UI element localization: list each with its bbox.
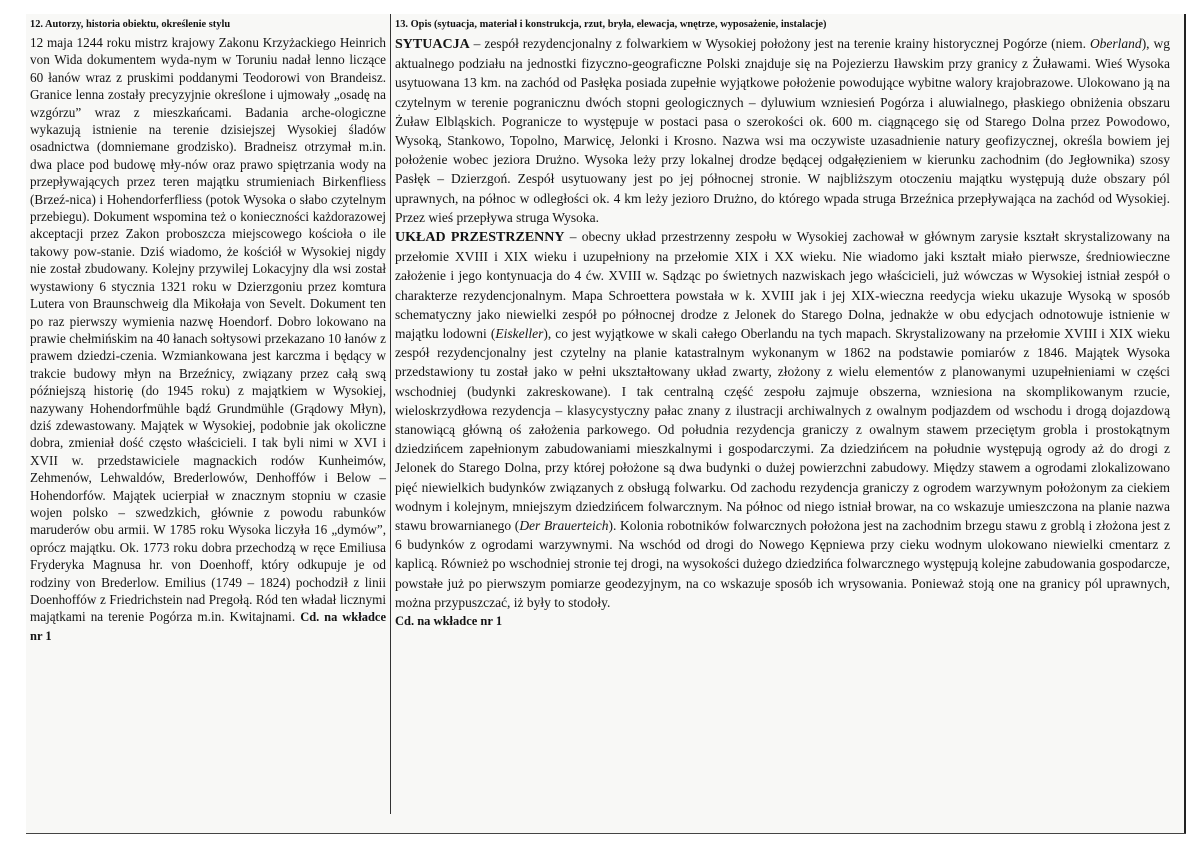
uklad-text-2: ), co jest wyjątkowe w skali całego Oberlandu na tych mapach. Skrystalizowany na przełomie XVIII i XIX wieku zespół rezydencjonalny jest czytelny na planie katastralnym wykonanym w 1862 na podstawie pomiarów z 1846. Majątek Wysoka przedstawiony tu został jako w pełni ukształtowany układ zwarty, złożony z wielu elementów z planowanymi uzupełnieniami w części wschodniej (budynki zakreskowane). I tak centralną część zespołu zajmuje obszerna, wzniesiona na skomplikowanym rzucie, wieloskrzydłowa rezydencja – klasycystyczny pałac znany z ilustracji archiwalnych z owalnym podjazdem od wschodu i drogą dojazdową stanowiącą główną oś założenia parkowego. Od południa rezydencja graniczy z owalnym stawem przeciętym grobla i prostokątnym dziedzińcem zapełnionym zabudowaniami mieszkalnymi i gospodarczymi. Za dziedzińcem na południe występują ogrody aż do drogi z Jelonek do Starego Dolna, przy której położone są dwa budynki o dużej powierzchni zabudowy. Między stawem a ogrodami zlokalizowano pięć niewielkich budynków związanych z obsługą folwarku. Od zachodu rezydencja graniczy z ogrodem warzywnym położonym za ciekiem wodnym i kolejnym, mniejszym dziedzińcem folwarcznym. Na północ od niego istniał browar, na co wskazuje umieszczona na planie nazwa stawu browarnianego ( xyxy=(395,326,1170,534)
description-heading: 13. Opis (sytuacja, materiał i konstrukcja, rzut, bryła, elewacja, wnętrze, wyposażenie, instalacje) xyxy=(395,19,827,30)
sheet-edge-right xyxy=(1184,14,1186,834)
uklad-text-3: ). Kolonia robotników folwarcznych położona jest na zachodnim brzegu stawu z groblą i złożona jest z 6 budynków z ogrodami warzywnymi. Na wschód od drogi do Nowego Kępniewa przy cieku wodnym ulokowano niewielki cmentarz z kaplicą. Również po wschodniej stronie tej drogi, na wysokości dużego dziedzińca folwarcznego występują kolejne zabudowania gospodarcze, powstałe już po pierwszym pomiarze geodezyjnym, na co wskazuje sposób ich wrysowania. Ponieważ stoją one na granicy pól uprawnych, można przypuszczać, iż były to stodoły. xyxy=(395,518,1170,610)
sytuacja-title: SYTUACJA xyxy=(395,37,470,52)
uklad-title: UKŁAD PRZESTRZENNY xyxy=(395,230,565,246)
description-continuation-note: Cd. na wkładce nr 1 xyxy=(395,614,503,629)
history-body: 12 maja 1244 roku mistrz krajowy Zakonu Krzyżackiego Heinrich von Wida dokumentem wyda-nym w Toruniu nadał lenno liczące 60 łanów wraz z pruskimi poddanymi Teodorowi von Brandeisz. Granice lenna zostały precyzyjnie określone i ujmowały „osadę na wzgórzu” wraz z mieszkańcami. Badania arche-ologiczne wykazują istnienie na terenie dzisiejszej Wysokiej śladów osadnictwa (domniemane grodzisko). Bradneisz otrzymał m.in. dwa place pod budowę mły-nów oraz prawo spiętrzania wody na przepływających przez teren majątku strumieniach Birkenfliess (Brzeź-nica) i Hohendorferfliess (potok Wysoka o słabo czytelnym przebiegu). Dokument wspomina też o konieczności każdorazowej akceptacji przez Zakon proboszcza miejscowego kościoła o ile takowy pow-stanie. Dziś wiadomo, że kościół w Wysokiej nigdy nie został zbudowany. Kolejny przywilej Lokacyjny dla wsi został wystawiony 6 stycznia 1321 roku w Dzierzgoniu przez komtura Lutera von Braunschweig dla Mikołaja von Sevelt. Dokument ten po raz pierwszy wymienia nazwę Hoendorf. Dobro lokowano na prawie chełmińskim na 40 łanach sołtysowi przekazano 10 łanów z prawem dziedzi-czenia. Wzmiankowana jest karczma i będący w trakcie budowy młyn na Brzeźnicy, związany przez całą swą późniejszą historię (do 1945 roku) z majątkiem w Wysokiej, nazywany Hohendorfmühle bądź Grundmühle (Grądowy Młyn), dziś zdewastowany. Majątek w Wysokiej, podobnie jak okoliczne dobra, zmieniał dość często właścicieli. I tak byli nimi w XVI i XVII w. przedstawiciele magnackich rodów Kunheimów, Zehmenów, Lehwaldów, Brederlowów, Denhoffów i Below – Hohendorfów. Majątek ucierpiał w znacznym stopniu w czasie wojen polsko – szwedzkich, głównie z powodu rabunków maruderów obu armii. W 1785 roku Wysoka liczyła 16 „dymów”, oprócz majątku. Ok. 1773 roku dobra przechodzą w ręce Emiliusa Fryderyka Magnusa hr. von Doenhoff, który odkupuje je od rodziny von Brederlow. Emilius (1749 – 1824) pochodził z linii Doenhoffów z Friedrichstein nad Pregołą. Ród ten władał licznymi majątkami na terenie Pogórza m.in. Kwitajnami. xyxy=(30,35,386,625)
uklad-paragraph xyxy=(395,227,1170,612)
document-sheet xyxy=(26,14,1186,834)
sytuacja-text-2: ), wg aktualnego podziału na jednostki fizyczno-geograficzne Polski znajduje się na Pojezierzu Iławskim przy granicy z Żuławami. Wieś Wysoka usytuowana 13 km. na zachód od Pasłęka posiada zupełnie wyjątkowe położenie powodujące wybitne walory krajobrazowe. Ulokowano ją na czytelnym w terenie pogranicznu dwóch stopni geologicznych – dyluwium wzniesień Pogórza i aluwialnego, płaskiego obniżenia obszaru Żuław Elbląskich. Pogranicze to występuje w postaci pasa o szerokości ok. 600 m. ciągnącego się od Starego Dolna przez Powodowo, Wysoką, Stankowo, Topolno, Marwicę, Jelonki i Krosno. Nazwa wsi ma oczywiste uzasadnienie natury geofizycznej, określa bowiem jej położenie wobec jeziora Drużno. Wysoka leży przy lokalnej drodze będącej odgałęzieniem w kierunku zachodnim (do Jegłownika) szosy Pasłęk – Dzierzgoń. Zespół usytuowany jest po jej północnej stronie. W najbliższym otoczeniu majątku występują duże obszary pól uprawnych, na północ w odległości ok. 4 km leży jezioro Drużno, do którego wpada struga Brzeźnica przepływająca na zachód od Wysokiej. Przez wieś przepływa struga Wysoka. xyxy=(395,36,1171,225)
uklad-term-brauerteich: Der Brauerteich xyxy=(519,518,609,534)
sheet-edge-bottom xyxy=(26,833,1186,834)
sytuacja-text-1: – zespół rezydencjonalny z folwarkiem w Wysokiej położony jest na terenie krainy historycznej Pogórze (niem. xyxy=(469,36,1090,51)
sytuacja-term-oberland: Oberland xyxy=(1089,36,1142,51)
history-continuation-note: Cd. na wkładce nr 1 xyxy=(30,610,387,643)
uklad-term-eiskeller: Eiskeller xyxy=(495,326,544,342)
history-heading: 12. Autorzy, historia obiektu, określenie stylu xyxy=(30,19,231,30)
uklad-text-1: – obecny układ przestrzenny zespołu w Wysokiej zachował w głównym zarysie kształt skrystalizowany na przełomie XVIII i XIX wieku i uzupełniony na przełomie XIX i XX wieku. Nie wiadomo jaki kształt miało pierwsze, średniowieczne założenie i jego kontynuacja do 4 ćw. XVIII w. Sądząc po świetnych nazwiskach jego właścicieli, już wówczas w Wysokiej istniał zespół o charakterze rezydencjonalnym. Mapa Schroettera powstała w k. XVIII jak i jej XIX-wieczna reedycja wieku ukazuje Wysoką w sposób schematyczny jako niewielki zespół po północnej drodze z Jelonek do Starego Dolna, jednakże w obu edycjach odnotowuje istnienie w majątku lodowni ( xyxy=(395,229,1170,342)
column-divider xyxy=(390,14,391,814)
history-column xyxy=(30,17,386,645)
description-column xyxy=(395,17,1170,630)
history-text xyxy=(30,34,386,645)
sytuacja-paragraph xyxy=(395,34,1170,227)
